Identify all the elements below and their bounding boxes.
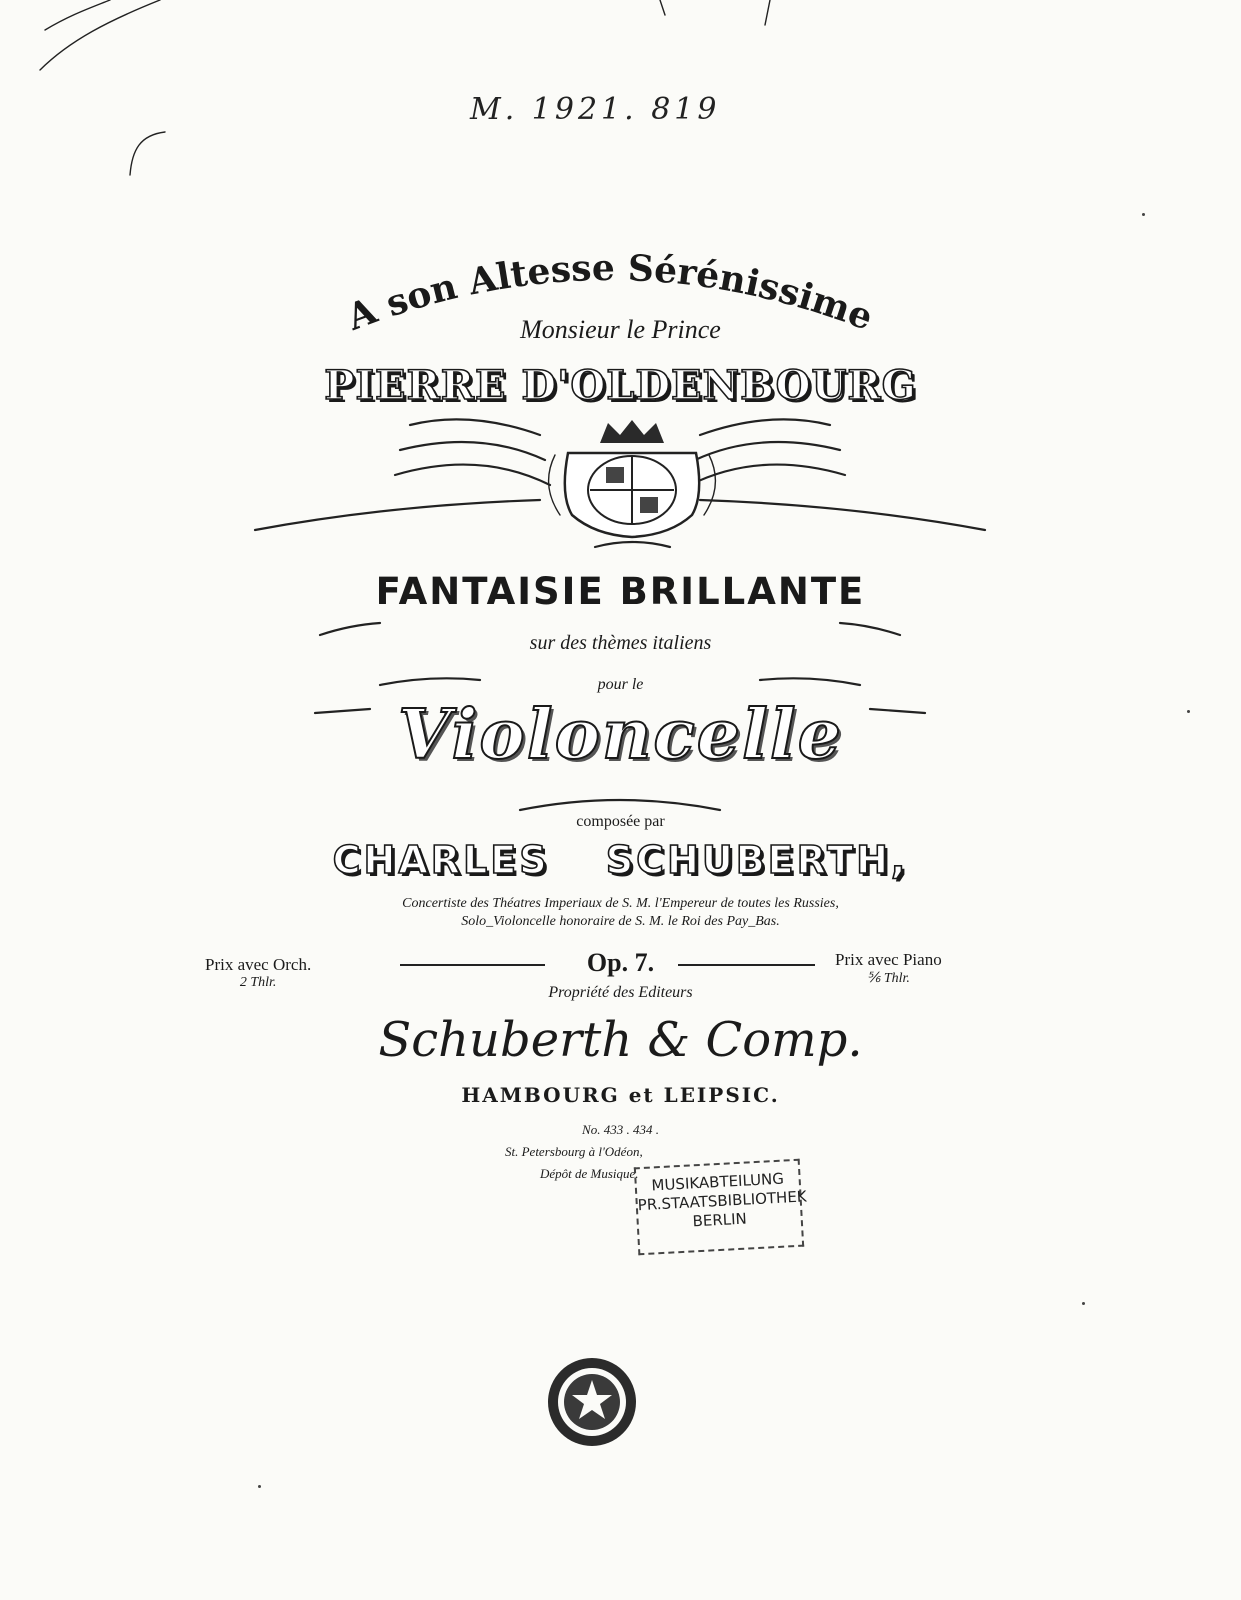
crown-icon [600, 420, 664, 443]
dedicatee-name: PIERRE D'OLDENBOURG [324, 362, 917, 409]
shield-icon [565, 453, 699, 537]
depot-line2: Dépôt de Musique. [540, 1166, 639, 1181]
speck [1187, 710, 1190, 713]
library-seal-icon [545, 1355, 640, 1450]
stamp-line2: PR.STAATSBIBLIOTHEK [637, 1187, 808, 1215]
credits-line1: Concertiste des Théatres Imperiaux de S. M. l'Empereur de toutes les Russies, [402, 896, 839, 911]
price-orchestra-value: 2 Thlr. [239, 975, 277, 990]
speck [258, 1485, 261, 1488]
speck [1082, 1302, 1085, 1305]
library-stamp [634, 1159, 808, 1256]
property-notice: Propriété des Editeurs [548, 984, 693, 1001]
price-orchestra-label: Prix avec Orch. [205, 955, 312, 974]
instrument: Violoncelle [398, 695, 843, 775]
composer-name: CHARLES SCHUBERTH, [332, 838, 909, 882]
stamp-line3: BERLIN [692, 1209, 748, 1231]
publication-city: HAMBOURG et LEIPSIC. [461, 1083, 780, 1107]
coat-of-arms [250, 405, 990, 550]
price-piano-label: Prix avec Piano [835, 950, 942, 969]
plate-number: No. 433 . 434 . [582, 1122, 659, 1137]
publisher: Schuberth & Comp. [378, 1012, 863, 1068]
depot-line1: St. Petersbourg à l'Odéon, [505, 1144, 643, 1159]
pour-le: pour le [597, 676, 644, 693]
shelfmark: M. 1921. 819 [470, 92, 721, 127]
composed-by: composée par [576, 813, 665, 830]
dedication-line1: A son Altesse Sérénissime [341, 246, 879, 339]
stamp-line1: MUSIKABTEILUNG [651, 1169, 785, 1195]
composer-credits [0, 895, 1241, 931]
opus-number: Op. 7. [586, 948, 655, 977]
price-piano-value: ⅚ Thlr. [866, 971, 910, 986]
price-piano [835, 950, 942, 987]
credits-line2: Solo_Violoncelle honoraire de S. M. le Roi des Pay_Bas. [461, 914, 780, 929]
title: FANTAISIE BRILLANTE [375, 570, 866, 613]
speck [1142, 213, 1145, 216]
subtitle: sur des thèmes italiens [529, 632, 712, 654]
dedication-line2: Monsieur le Prince [520, 315, 721, 344]
